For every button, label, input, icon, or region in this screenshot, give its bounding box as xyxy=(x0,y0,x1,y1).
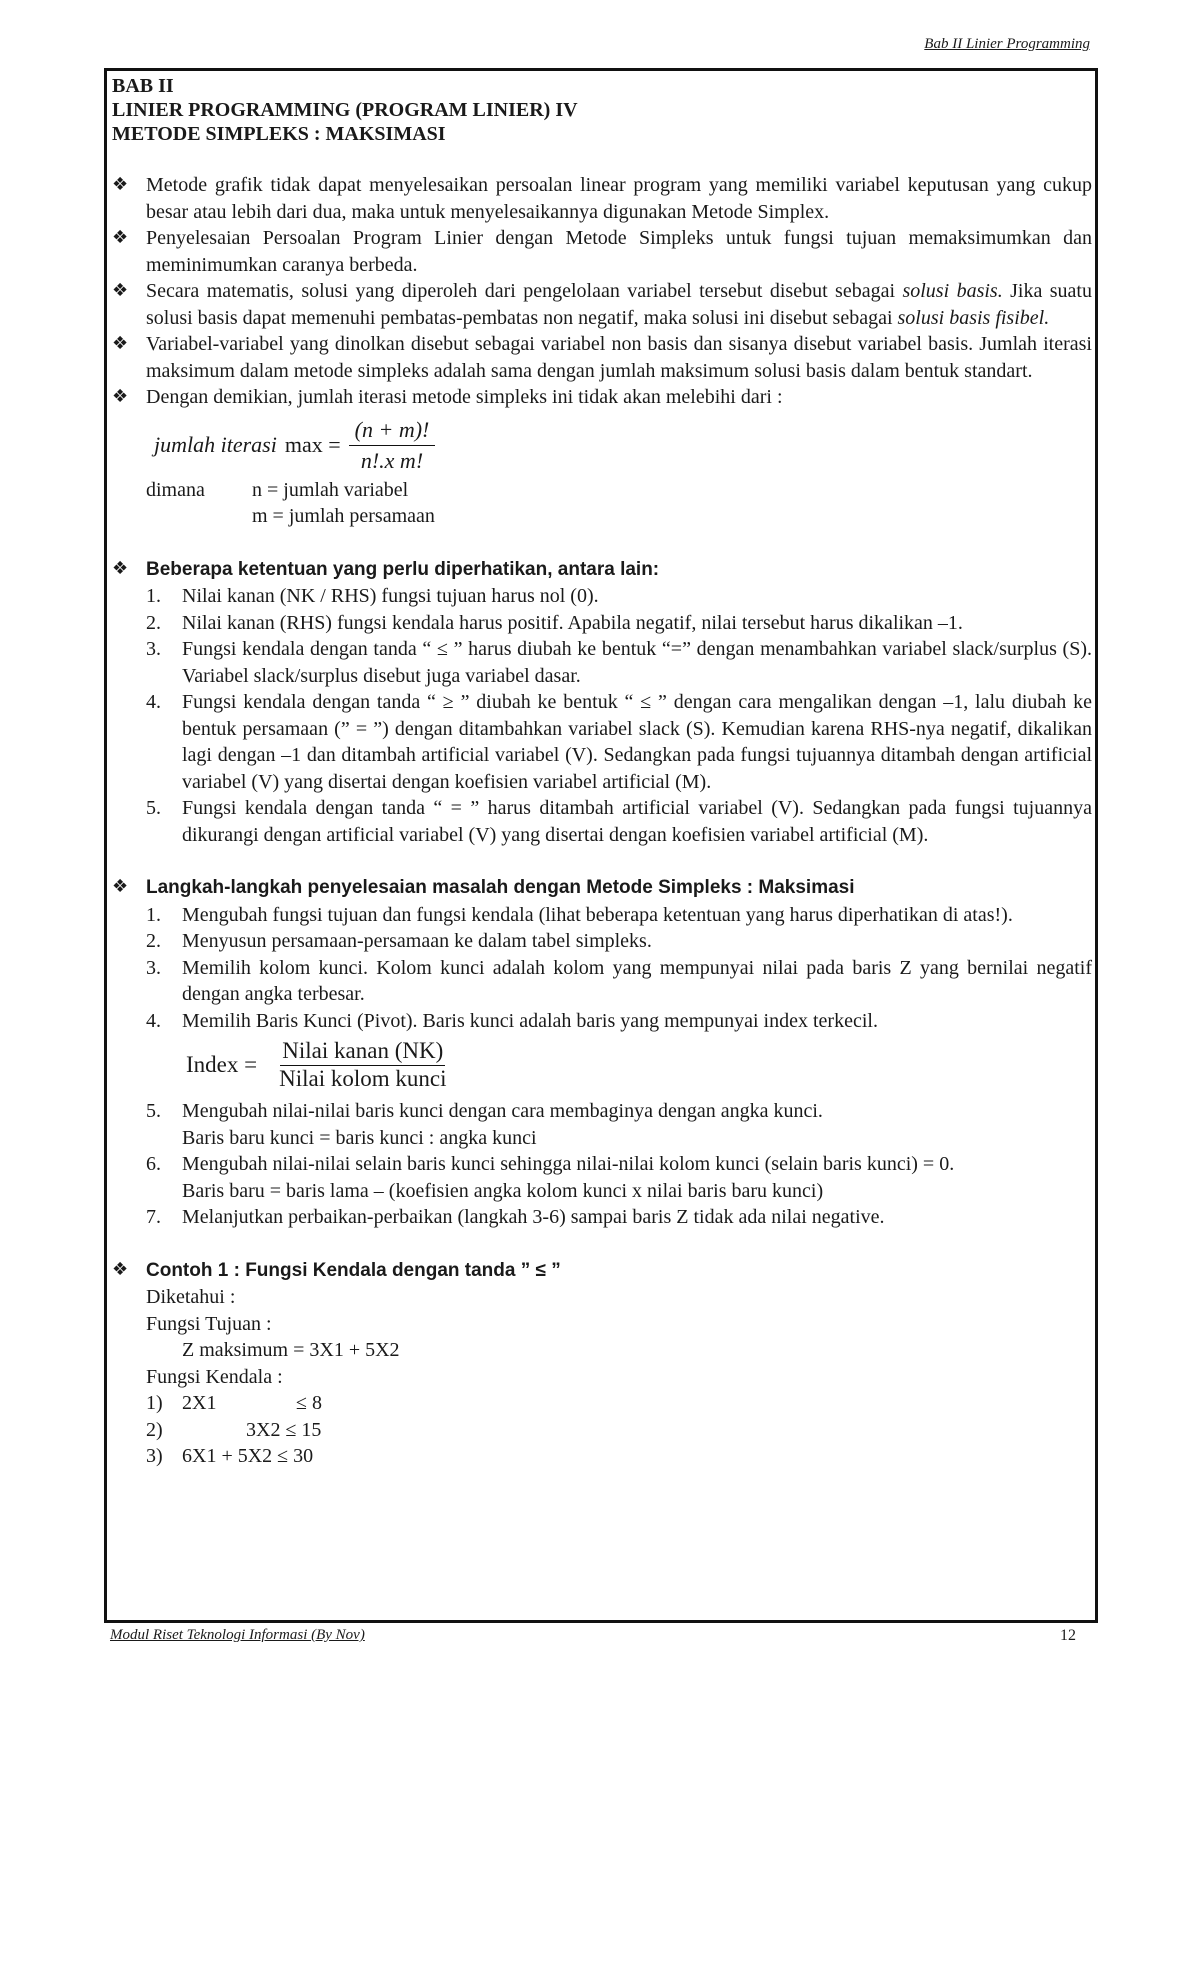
footer-module-title: Modul Riset Teknologi Informasi (By Nov) xyxy=(110,1627,365,1643)
list-text: Menyusun persamaan-persamaan ke dalam tabel simpleks. xyxy=(182,930,652,952)
ketentuan-heading: Beberapa ketentuan yang perlu diperhatikan, antara lain: xyxy=(146,558,660,580)
index-lhs: Index = xyxy=(186,1051,258,1077)
index-fraction xyxy=(279,1038,446,1092)
formula-definitions xyxy=(112,477,1092,530)
fungsi-tujuan-label: Fungsi Tujuan : xyxy=(146,1312,272,1335)
langkah-heading: Langkah-langkah penyelesaian masalah dengan Metode Simpleks : Maksimasi xyxy=(146,877,855,898)
running-header: Bab II Linier Programming xyxy=(924,36,1090,52)
index-denominator: Nilai kolom kunci xyxy=(279,1065,447,1091)
intro-item xyxy=(112,225,1092,278)
list-text: Mengubah fungsi tujuan dan fungsi kendala (lihat beberapa ketentuan yang harus diperhatikan di atas!). xyxy=(182,903,1013,926)
langkah-list xyxy=(146,902,1092,1231)
list-number: 3. xyxy=(146,638,161,660)
formula-numerator: (n + m)! xyxy=(349,417,436,447)
list-item xyxy=(146,583,1092,610)
formula-max: max = xyxy=(284,432,341,458)
diamond-bullet-icon: ❖ xyxy=(112,386,129,407)
kendala-number: 1) xyxy=(146,1392,163,1414)
list-item xyxy=(146,1098,1092,1151)
list-item xyxy=(146,610,1092,637)
list-item xyxy=(146,636,1092,689)
intro-item xyxy=(112,278,1092,331)
list-subtext: Baris baru = baris lama – (koefisien angka kolom kunci x nilai baris baru kunci) xyxy=(182,1179,824,1202)
list-number: 5. xyxy=(146,1100,161,1122)
ketentuan-section xyxy=(112,556,1092,584)
list-item xyxy=(146,928,1092,955)
kendala-lhs: 6X1 + 5X2 ≤ 30 xyxy=(182,1445,314,1467)
diamond-bullet-icon: ❖ xyxy=(112,876,129,897)
index-numerator: Nilai kanan (NK) xyxy=(280,1038,445,1066)
ketentuan-list xyxy=(146,583,1092,848)
kendala-row xyxy=(112,1443,1092,1470)
kendala-row xyxy=(112,1390,1092,1417)
kendala-rhs: 3X2 ≤ 15 xyxy=(246,1418,322,1441)
list-subtext: Baris baru kunci = baris kunci : angka kunci xyxy=(182,1126,537,1149)
diamond-bullet-icon: ❖ xyxy=(112,280,129,301)
n-definition: n = jumlah variabel xyxy=(252,478,409,501)
intro-text: Dengan demikian, jumlah iterasi metode simpleks ini tidak akan melebihi dari : xyxy=(146,386,783,408)
kendala-number: 3) xyxy=(146,1445,163,1467)
list-item xyxy=(146,795,1092,848)
diamond-bullet-icon: ❖ xyxy=(112,174,129,195)
intro-text: Jika suatu solusi basis dapat memenuhi pembatas-pembatas non negatif, maka solusi ini disebut sebagai xyxy=(146,280,1092,329)
list-item xyxy=(146,1008,1092,1035)
intro-item xyxy=(112,384,1092,411)
intro-text: Metode grafik tidak dapat menyelesaikan persoalan linear program yang memiliki variabel keputusan yang cukup besar atau lebih dari dua, maka untuk menyelesaikannya digunakan Metode Simplex. xyxy=(146,174,1092,223)
list-text: Mengubah nilai-nilai selain baris kunci sehingga nilai-nilai kolom kunci (selain baris kunci) = 0. xyxy=(182,1153,955,1175)
list-text: Memilih kolom kunci. Kolom kunci adalah kolom yang mempunyai nilai pada baris Z yang bernilai negatif dengan angka terbesar. xyxy=(182,956,1092,1005)
list-item xyxy=(146,1204,1092,1231)
list-text: Fungsi kendala dengan tanda “ = ” harus ditambah artificial variabel (V). Sedangkan pada fungsi tujuannya dikurangi dengan artificial variabel (V) yang disertai dengan koefisien variabel artificial (M). xyxy=(182,797,1092,846)
intro-text: Secara matematis, solusi yang diperoleh dari pengelolaan variabel tersebut disebut sebagai xyxy=(146,280,903,302)
list-number: 6. xyxy=(146,1153,161,1175)
list-number: 3. xyxy=(146,956,161,979)
list-number: 5. xyxy=(146,797,161,819)
iteration-formula xyxy=(112,417,1092,475)
list-number: 2. xyxy=(146,611,161,634)
intro-item xyxy=(112,172,1092,225)
diamond-bullet-icon: ❖ xyxy=(112,227,129,248)
formula-fraction xyxy=(349,417,436,475)
intro-item xyxy=(112,331,1092,384)
list-text: Mengubah nilai-nilai baris kunci dengan cara membaginya dengan angka kunci. xyxy=(182,1100,823,1122)
list-number: 7. xyxy=(146,1206,161,1228)
chapter-subtitle: METODE SIMPLEKS : MAKSIMASI xyxy=(112,123,446,145)
kendala-lhs: 2X1 xyxy=(182,1392,217,1414)
intro-text: Variabel-variabel yang dinolkan disebut sebagai variabel non basis dan sisanya disebut variabel basis. Jumlah iterasi maksimum dalam metode simpleks adalah sama dengan jumlah maksimum solusi basis dalam bentuk standart. xyxy=(146,333,1092,382)
list-text: Fungsi kendala dengan tanda “ ≥ ” diubah ke bentuk “ ≤ ” dengan cara mengalikan dengan –1, lalu diubah ke bentuk persamaan (” = ”) dengan ditambahkan variabel slack (S). Kemudian karena RHS-nya negatif, dikalikan lagi dengan –1 dan ditambah artificial variabel (V). Sedangkan pada fungsi tujuannya ditambah dengan artificial variabel (V) yang disertai dengan koefisien variabel artificial (M). xyxy=(182,691,1092,793)
formula-denominator: n!.x m! xyxy=(360,448,424,473)
page-number: 12 xyxy=(1060,1627,1076,1644)
chapter-number: BAB II xyxy=(112,75,174,97)
index-formula xyxy=(186,1038,1092,1092)
list-text: Nilai kanan (RHS) fungsi kendala harus positif. Apabila negatif, nilai tersebut harus dikalikan –1. xyxy=(182,611,963,634)
list-text: Nilai kanan (NK / RHS) fungsi tujuan harus nol (0). xyxy=(182,585,599,607)
chapter-name: LINIER PROGRAMMING (PROGRAM LINIER) IV xyxy=(112,99,578,121)
list-number: 4. xyxy=(146,1009,161,1032)
diketahui-label: Diketahui : xyxy=(146,1286,236,1308)
diamond-bullet-icon: ❖ xyxy=(112,333,129,354)
list-item xyxy=(146,1151,1092,1204)
where-label: dimana xyxy=(146,478,205,501)
term-solusi-basis-fisibel: solusi basis fisibel. xyxy=(897,306,1050,329)
list-number: 2. xyxy=(146,930,161,952)
list-item xyxy=(146,902,1092,929)
list-text: Memilih Baris Kunci (Pivot). Baris kunci adalah baris yang mempunyai index terkecil. xyxy=(182,1009,878,1032)
list-item xyxy=(146,955,1092,1008)
m-definition: m = jumlah persamaan xyxy=(252,505,435,527)
diamond-bullet-icon: ❖ xyxy=(112,1258,129,1280)
formula-lhs: jumlah iterasi xyxy=(154,432,277,458)
list-text: Fungsi kendala dengan tanda “ ≤ ” harus diubah ke bentuk “=” dengan menambahkan variabel slack/surplus (S). Variabel slack/surplus disebut juga variabel dasar. xyxy=(182,638,1092,687)
page-content xyxy=(112,74,1092,1470)
diamond-bullet-icon: ❖ xyxy=(112,557,129,579)
list-number: 1. xyxy=(146,585,161,607)
chapter-title xyxy=(112,74,1092,146)
list-text: Melanjutkan perbaikan-perbaikan (langkah 3-6) sampai baris Z tidak ada nilai negative. xyxy=(182,1206,885,1228)
fungsi-tujuan: Z maksimum = 3X1 + 5X2 xyxy=(182,1339,400,1361)
kendala-lhs xyxy=(182,1417,246,1444)
fungsi-kendala-label: Fungsi Kendala : xyxy=(146,1365,283,1388)
list-number: 1. xyxy=(146,903,161,926)
intro-text: Penyelesaian Persoalan Program Linier dengan Metode Simpleks untuk fungsi tujuan memaksimumkan dan meminimumkan caranya berbeda. xyxy=(146,227,1092,276)
list-item xyxy=(146,689,1092,795)
list-number: 4. xyxy=(146,691,161,713)
kendala-rhs: ≤ 8 xyxy=(296,1392,322,1414)
contoh-body xyxy=(112,1284,1092,1390)
langkah-section xyxy=(112,874,1092,902)
contoh-heading: Contoh 1 : Fungsi Kendala dengan tanda ” ≤ ” xyxy=(146,1259,561,1281)
contoh-section xyxy=(112,1257,1092,1285)
kendala-row xyxy=(112,1417,1092,1444)
term-solusi-basis: solusi basis. xyxy=(902,280,1003,302)
kendala-number: 2) xyxy=(146,1418,163,1441)
